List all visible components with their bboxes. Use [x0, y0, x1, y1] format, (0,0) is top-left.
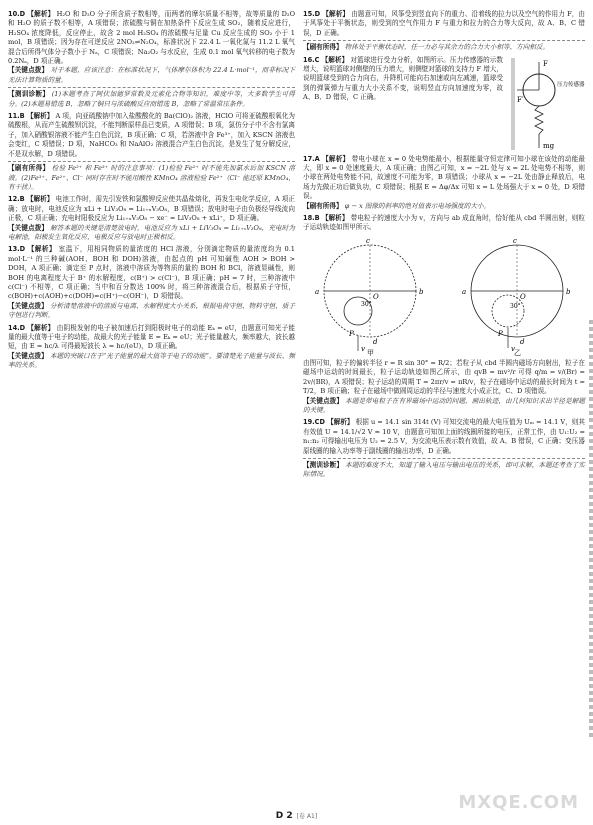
question-number: 14.D — [8, 323, 26, 332]
key-tip-tag: 【关键点拨】 — [8, 223, 49, 232]
analysis-tag: 【解析】 — [27, 245, 57, 254]
question-14 — [8, 324, 295, 371]
diagnosis-text: 本题的难度不大，知道了输入电压与输出电压的关系，即可求解，本题还考查了实际情况。 — [303, 460, 585, 479]
key-tip-text: 本题是带电粒子在有界磁场中运动的问题，画出轨迹，由几何知识求出半径是解题的关键。 — [303, 396, 585, 414]
label-a: a — [315, 287, 320, 296]
label-v: v — [511, 344, 515, 353]
label-c: c — [513, 236, 517, 245]
key-tip-tag: 【关键点拨】 — [303, 396, 343, 405]
label-d: d — [520, 337, 525, 346]
analysis-tag: 【解析】 — [321, 55, 349, 64]
label-jia: 甲 — [367, 348, 374, 356]
analysis-text: A 项，向亚硫酸钠中加入盐酸酸化的 Ba(ClO)₂ 溶液，HClO 可将亚硫酸根氧化为硫酸根，从而产生硫酸钡沉淀，不能判断原样品已变质，A 项错误；B 项，氯仿分子中不含有氯离子，加入硝酸银溶液不能产生白色沉淀，B 项正确；C 项，若溶液中含 Fe³⁺，加入 KSCN 溶液也会变红，C 项错误；D 项，NaHCO₃ 和 NaAlO₂ 溶液混合产生白色沉淀，是发生了复分解反应，不是双水解，D 项错误。 — [8, 112, 295, 158]
figure-yi — [450, 236, 585, 356]
label-angle: 30° — [510, 302, 521, 310]
analysis-text: 电池工作时，需先引发铁和氯酸钾反应使共晶盐熔化，再发生电化学反应，A 项正确；放电时，电池反应为 xLi + LiV₃O₈ = Li₁₊ₓV₃O₈，B 项错误；放电时电子由负极经导线流向正极，C 项正确；充电时阳极反应为 Li₁₊ₓV₃O₈ − xe⁻ = LiV₃O₈ + xLi⁺，D 项正确。 — [8, 195, 295, 223]
analysis-text: H₂O 和 D₂O 分子所含质子数相等，而两者的摩尔质量不相等，故等质量的 D₂O 和 H₂O 的质子数不相等，A 项错误；浓硫酸与铜在加热条件下反应生成 SO₂，随着反应进行，H₂SO₄ 浓度降低，反应停止，故含 2 mol H₂SO₄ 的浓硫酸与足量 Cu 反应生成的 SO₂ 小于 1 mol，B 项错误；因为存在可逆反应 2NO₂⇌N₂O₄，标准状况下 22.4 L 一氧化氮与 11.2 L 氧气混合后所得气体分子数小于 Nₐ，C 项错误；Na₂O₂ 与水反应，生成 0.1 mol 氧气转移的电子数为 0.2Nₐ，D 项正确。 — [8, 10, 295, 66]
analysis-tag: 【解析】 — [321, 214, 349, 223]
page-number: D 2 — [275, 810, 293, 821]
question-12 — [8, 195, 295, 242]
analysis-tag: 【解析】 — [27, 323, 55, 332]
side-wall — [511, 58, 515, 150]
question-number: 11.B — [8, 112, 25, 121]
analysis-text: 带电小球在 x = 0 处电势能最小，根据能量守恒定律可知小球在该处的动能最大，即 x = 0 处速度最大，A 项正确；由图乙可知，x = −2L 处与 x = 2L 处电势不相等，则小球在两处电势能不同，故速度不可能为零，B 项错误；小球从 x = −2L 处由静止释放后，电场力先做正功后做负功，C 项错误；根据 E = Δφ/Δx 可知 x = L 处场强大于 x = 0 处，D 项错误。 — [303, 154, 585, 201]
key-tip-text: 本题的突破口在于“光子能量的最大值等于电子的动能”，要清楚光子能量与波长、频率的关系。 — [8, 351, 295, 370]
analysis-text: 由题意可知，风筝受到竖直向下的重力、沿着线的拉力以及空气的作用力 F，由于风筝处于平衡状态，则受到的空气作用力 F 与重力和拉力的合力等大反向，故 A、B、C 错误，D 正确。 — [303, 10, 586, 37]
question-number: 17.A — [303, 154, 320, 163]
takeaway-text: 检验 Fe²⁺ 和 Fe³⁺ 时的注意事项：(1)检验 Fe²⁺ 时不能先加氯水后加 KSCN 溶液。(2)Fe³⁺、Fe²⁺、Cl⁻ 同时存在时不能用酸性 KMnO₄ 溶液检验 Fe²⁺（Cl⁻ 能还原 KMnO₄，有干扰）。 — [8, 164, 295, 191]
label-o: O — [373, 292, 379, 301]
key-tip-text: 解答本题的关键是清楚放电时，电池反应为 xLi + LiV₃O₈ = Li₁₊ₓV₃O₈，充电时为电解池，阳极发生氧化反应，电极反应与放电时正极相反。 — [8, 223, 295, 241]
divider — [8, 87, 295, 88]
label-b: b — [419, 287, 424, 296]
takeaway-tag: 【刷有所得】 — [8, 164, 50, 173]
question-number: 19.CD — [303, 418, 325, 427]
takeaway-text: φ − x 图像的斜率的绝对值表示电场强度的大小。 — [344, 201, 491, 210]
question-17 — [303, 155, 585, 211]
edge-stripe — [589, 320, 593, 740]
analysis-tag: 【解析】 — [26, 195, 54, 204]
analysis-text: 带电粒子的速度大小为 v，方向与 ab 成直角时，恰好能从 cbd 半圆出射，则粒子运动轨迹如图甲所示。 — [303, 214, 585, 232]
label-p: P — [498, 329, 503, 338]
analysis-tag: 【解析】 — [27, 10, 55, 18]
force-diagram — [507, 56, 585, 152]
label-a: a — [462, 287, 467, 296]
analysis-text: 由阴极发射的电子被加速后打到阳极时电子的动能 Eₖ = eU，由题意可知光子能量的最大值等于电子的动能，故最大的光子能量 E = Eₖ = eU；光子能量越大，频率越大，波长越短，由 E = hc/λ 可得最短波长 λ = hc/(eU)，D 项正确。 — [8, 323, 295, 351]
key-tip-tag: 【关键点拨】 — [8, 301, 48, 310]
divider — [303, 40, 585, 41]
divider — [8, 161, 295, 162]
label-angle: 30° — [361, 300, 372, 308]
label-o: O — [520, 292, 526, 301]
analysis-text: 室温下，用相同物质的量浓度的 HCl 溶液，分别滴定物质的量浓度均为 0.1 mol·L⁻¹ 的三种碱(AOH、BOH 和 DOH)溶液，由起点的 pH 可知碱性 AOH > BOH > DOH，A 项正确；滴定至 P 点时，溶液中溶质为等物质的量的 BOH 和 BCl，溶液显碱性，则 BOH 的电离程度大于 B⁺ 的水解程度，c(B⁺) > c(Cl⁻)，B 项正确；pH = 7 时，三种溶液中 c(Cl⁻) 不相等，C 项正确；当中和百分数达 100% 时，将三种溶液混合后，根据质子守恒，c(BOH)+c(AOH)+c(DOH)=c(H⁺)−c(OH⁻)，D 项错误。 — [8, 245, 295, 301]
question-number: 16.C — [303, 55, 320, 64]
question-10 — [8, 10, 295, 109]
question-16 — [303, 56, 585, 152]
label-sensor: 压力传感器 — [557, 81, 585, 88]
analysis-tag: 【解析】 — [26, 112, 54, 121]
analysis-text: 根据 u = 14.1 sin 314t (V) 可知交流电的最大电压值为 Uₘ = 14.1 V，则其有效值 U = 14.1/√2 V ≈ 10 V，由题意可知加上面的线圈所接的电压，正常工作，由 U₁:U₂ = n₁:n₂ 可得输出电压为 U₂ = 2.5 V，为交流电压表示数有效值，故 A、B 错误，C 正确；变压器原线圈的输入功率等于副线圈的输出功率，D 正确。 — [303, 418, 585, 455]
diagnosis-tag: 【测训诊断】 — [8, 90, 50, 99]
label-p: P — [349, 329, 354, 338]
spring — [535, 106, 543, 134]
label-b: b — [566, 287, 571, 296]
key-tip-tag: 【关键点拨】 — [8, 351, 48, 360]
divider — [303, 458, 585, 459]
key-tip-text: 分析清楚溶液中的溶质与电离、水解程度大小关系，根据电荷守恒、物料守恒、质子守恒进行判断。 — [8, 301, 296, 320]
analysis-tag: 【解析】 — [327, 418, 354, 427]
label-f-prime: F′ — [517, 95, 524, 104]
diagnosis-tag: 【测训诊断】 — [303, 460, 343, 469]
takeaway-tag: 【刷有所得】 — [303, 43, 343, 52]
page-footer — [0, 812, 593, 821]
question-18 — [303, 214, 585, 415]
question-number: 18.B — [303, 214, 320, 223]
question-19 — [303, 418, 585, 479]
watermark: MXQE.COM — [458, 791, 579, 813]
question-number: 13.D — [8, 245, 26, 254]
label-yi: 乙 — [514, 348, 521, 356]
key-tip-text: 对于本题，应该注意：在标准状况下，气体摩尔体积为 22.4 L·mol⁻¹，而非标况下无法计算物质的量。 — [8, 66, 295, 84]
label-f: F — [543, 59, 548, 68]
label-mg: mg — [543, 141, 555, 150]
diagnosis-text: (1)本题考查了阿伏加德罗常数及元素化合物等知识，难度中等，大多数学生可得分。(2)本题易错选 B，忽略了铜只与浓硫酸反应而错选 B，忽略了常温常压条件。 — [8, 90, 295, 108]
analysis-text: 对篮球进行受力分析，如图所示。压力传感器的示数增大，说明篮球对侧壁的压力增大，则侧壁对篮球的支持力 F 增大，说明篮球受到的合力向右，升降机可能向右加速或向左减速，篮球受到的弹簧弹力与重力大小关系不变，说明竖直方向加速度为零，故 A、B、D 错误，C 正确。 — [303, 55, 503, 102]
volume-label: [卷 A1] — [296, 812, 318, 820]
question-11 — [8, 112, 295, 192]
question-13 — [8, 245, 295, 320]
analysis-tag: 【解析】 — [322, 10, 350, 18]
question-number: 12.B — [8, 195, 25, 204]
question-15 — [303, 10, 585, 53]
key-tip-tag: 【关键点拨】 — [8, 66, 49, 75]
label-d: d — [373, 337, 378, 346]
label-c: c — [366, 236, 370, 245]
right-column — [303, 10, 585, 483]
analysis-tag: 【解析】 — [322, 154, 350, 163]
figure-jia — [303, 236, 438, 356]
takeaway-text: 物体处于平衡状态时，任一力必与其余力的合力大小相等、方向相反。 — [344, 43, 550, 52]
question-number: 10.D — [8, 10, 26, 18]
analysis-text-continued: 由图可知，粒子的偏转半径 r = R sin 30° = R/2；若粒子从 cbd 半圆内磁场方向射出，粒子在磁场中运动的时间最长，粒子运动轨迹如图乙所示，由 qvB = mv²/r 可得 q/m = v/(Br) = 2v/(BR)，A 项错误；粒子运动的周期 T = 2πr/v = πR/v，粒子在磁场中运动的最长时间为 t = T/2，B 项正确；粒子在磁场中做圆周运动的半径与速度大小成正比，C、D 项错误。 — [303, 358, 585, 396]
takeaway-tag: 【刷有所得】 — [303, 201, 343, 210]
label-v: v — [361, 344, 365, 353]
question-number: 15.D — [303, 10, 321, 18]
trajectory-figures — [303, 236, 585, 356]
left-column — [8, 10, 295, 374]
